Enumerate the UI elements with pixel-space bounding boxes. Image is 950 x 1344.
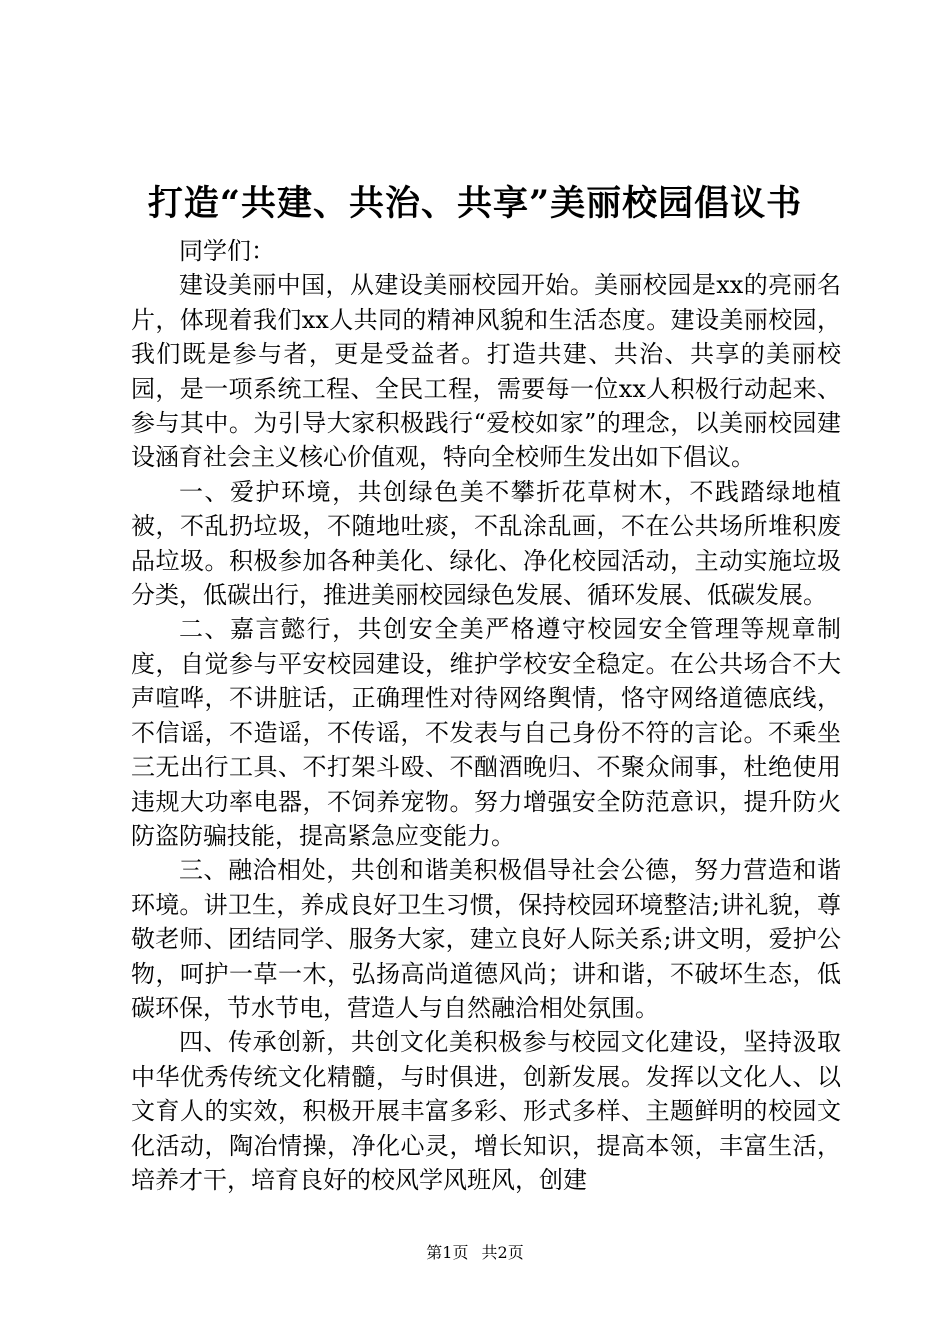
paragraph-harmony: 三、融洽相处，共创和谐美积极倡导社会公德，努力营造和谐环境。讲卫生，养成良好卫生习惯，保持校园环境整洁;讲礼貌，尊敬老师、团结同学、服务大家，建立良好人际关系;讲文明，爱护公物，呵护一草一木，弘扬高尚道德风尚；讲和谐，不破坏生态，低碳环保，节水节电，营造人与自然融洽相处氛围。 [131,856,841,1022]
document-body [131,234,841,1197]
document-title: 打造“共建、共治、共享”美丽校园倡议书 [147,183,803,224]
page-footer [0,1242,950,1264]
paragraph-culture: 四、传承创新，共创文化美积极参与校园文化建设，坚持汲取中华优秀传统文化精髓，与时俱进，创新发展。发挥以文化人、以文育人的实效，积极开展丰富多彩、形式多样、主题鲜明的校园文化活动，陶冶情操，净化心灵，增长知识，提高本领，丰富生活，培养才干，培育良好的校风学风班风，创建 [131,1028,841,1194]
paragraph-environment: 一、爱护环境，共创绿色美不攀折花草树木，不践踏绿地植被，不乱扔垃圾，不随地吐痰，不乱涂乱画，不在公共场所堆积废品垃圾。积极参加各种美化、绿化、净化校园活动，主动实施垃圾分类，低碳出行，推进美丽校园绿色发展、循环发展、低碳发展。 [131,477,841,610]
page-total: 共2页 [481,1243,524,1262]
paragraph-intro: 建设美丽中国，从建设美丽校园开始。美丽校园是xx的亮丽名片，体现着我们xx人共同的精神风貌和生活态度。建设美丽校园，我们既是参与者，更是受益者。打造共建、共治、共享的美丽校园，是一项系统工程、全民工程，需要每一位xx人积极行动起来、参与其中。为引导大家积极践行“爱校如家”的理念，以美丽校园建设涵育社会主义核心价值观，特向全校师生发出如下倡议。 [131,271,841,472]
page-number: 第1页 [426,1243,469,1262]
salutation: 同学们： [179,237,275,265]
paragraph-safety: 二、嘉言懿行，共创安全美严格遵守校园安全管理等规章制度，自觉参与平安校园建设，维护学校安全稳定。在公共场合不大声喧哗，不讲脏话，正确理性对待网络舆情，恪守网络道德底线，不信谣，不造谣，不传谣，不发表与自己身份不符的言论。不乘坐三无出行工具、不打架斗殴、不酗酒晚归、不聚众闹事，杜绝使用违规大功率电器，不饲养宠物。努力增强安全防范意识，提升防火防盗防骗技能，提高紧急应变能力。 [131,615,841,850]
